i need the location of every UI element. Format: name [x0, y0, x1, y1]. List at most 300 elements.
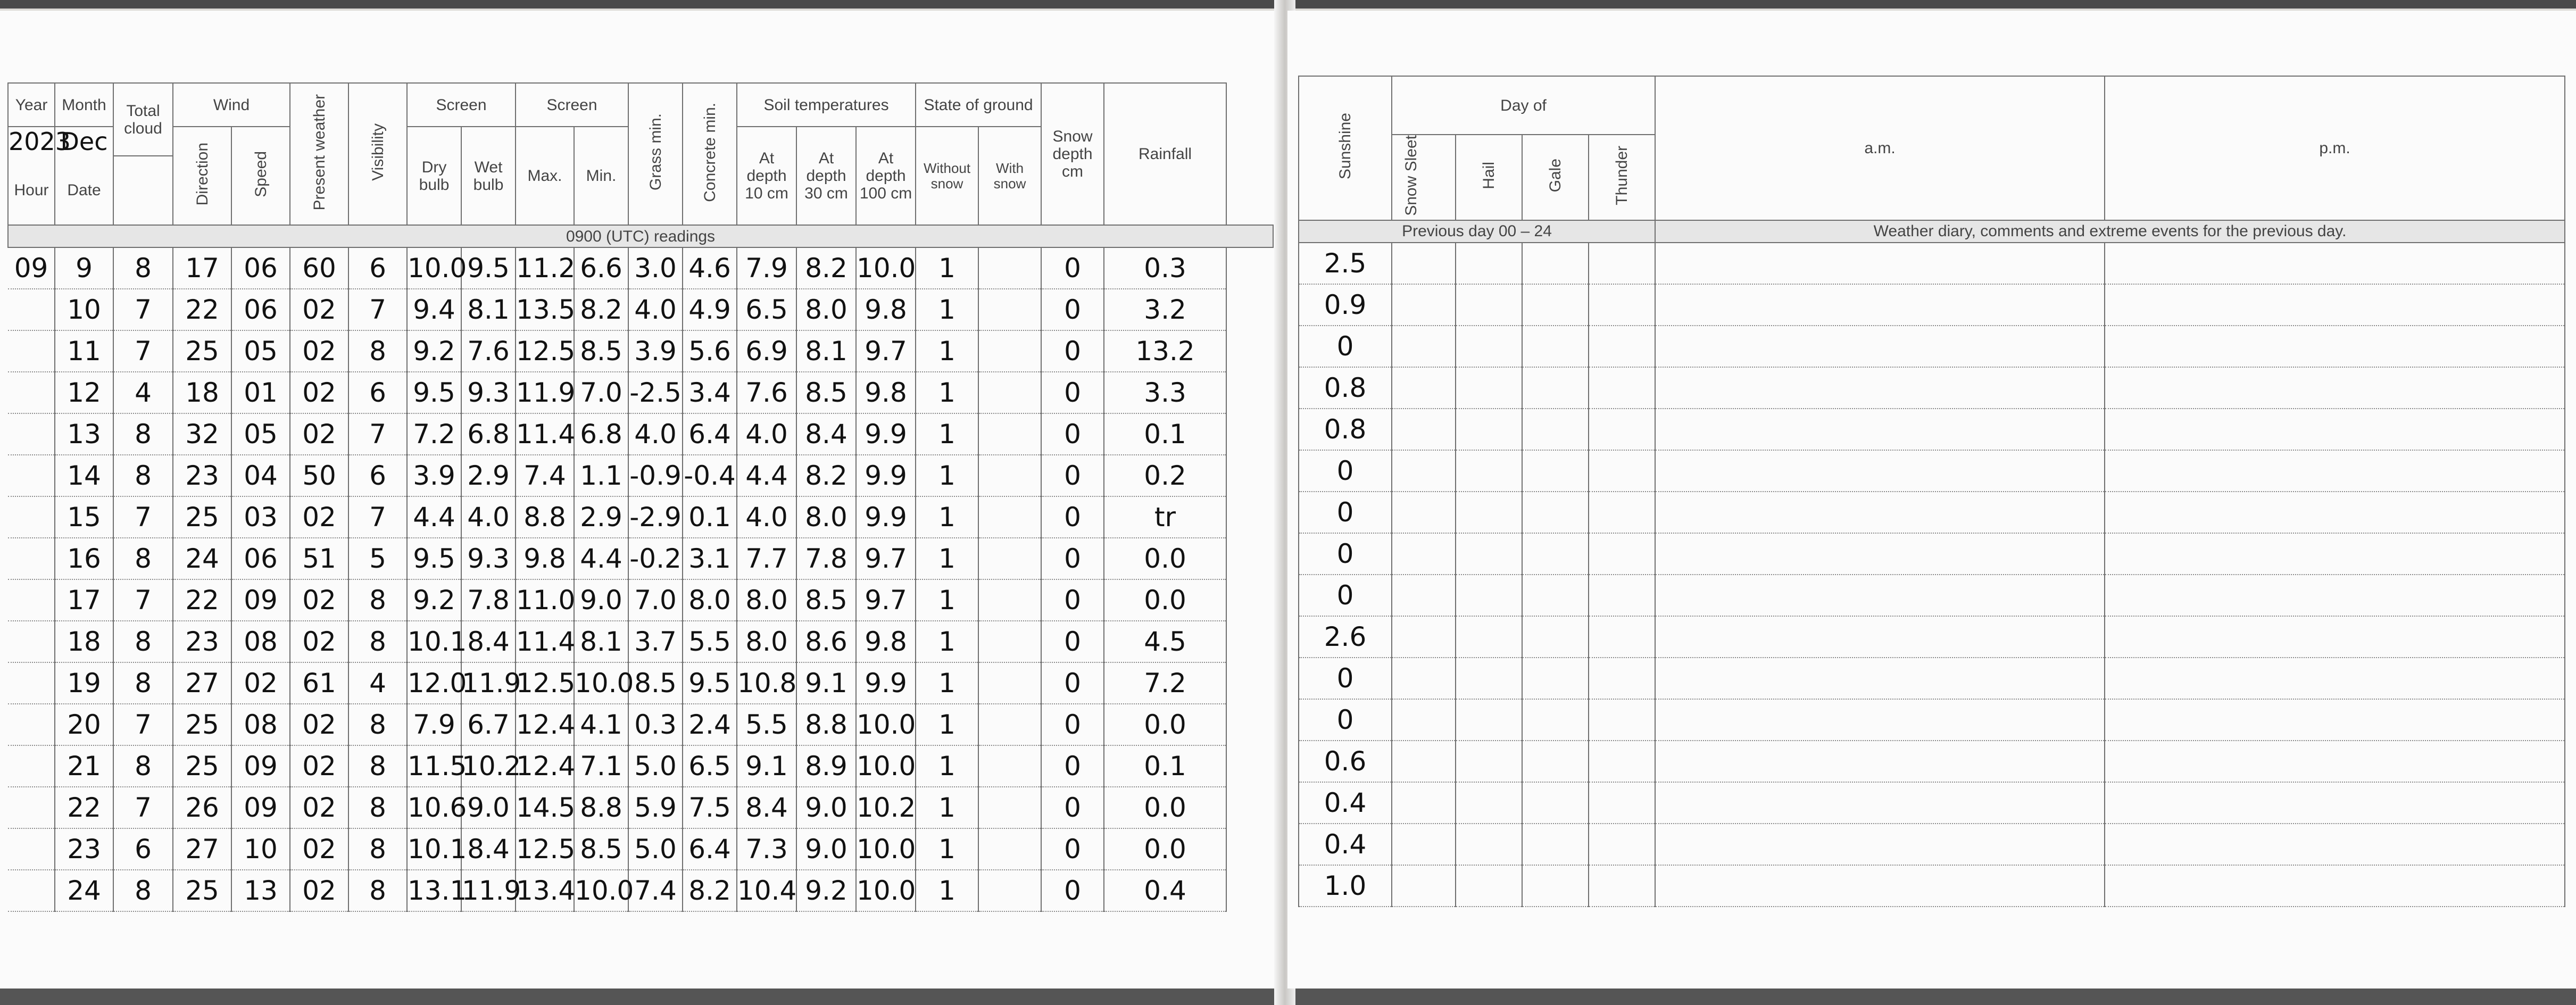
- snow-sleet-cell: [1392, 326, 1456, 367]
- withsnow-cell: [978, 870, 1041, 911]
- am-cell: [1655, 492, 2105, 533]
- total-cloud-header: Total cloud: [113, 83, 173, 156]
- pm-cell: [2105, 616, 2565, 658]
- hour-cell: [8, 828, 55, 870]
- max-cell: 14.5: [516, 787, 574, 828]
- wet-cell: 9.5: [461, 247, 516, 289]
- conc-cell: 6.4: [683, 413, 737, 455]
- hour-cell: [8, 289, 55, 330]
- dry-cell: 10.1: [407, 621, 461, 662]
- grass-cell: 7.4: [628, 870, 683, 911]
- snow-sleet-cell: [1392, 782, 1456, 824]
- dir-cell: 25: [173, 496, 231, 538]
- max-cell: 12.5: [516, 330, 574, 372]
- hour-cell: 09: [8, 247, 55, 289]
- pw-cell: 02: [290, 413, 348, 455]
- vis-cell: 4: [348, 662, 407, 704]
- grass-cell: -0.2: [628, 538, 683, 579]
- snow-sleet-cell: [1392, 824, 1456, 865]
- rain-cell: 7.2: [1104, 662, 1226, 704]
- min-cell: 1.1: [574, 455, 628, 496]
- vis-cell: 8: [348, 787, 407, 828]
- speed-cell: 10: [231, 828, 290, 870]
- pm-cell: [2105, 782, 2565, 824]
- pm-cell: [2105, 450, 2565, 492]
- hail-header: Hail: [1456, 135, 1522, 220]
- snow-cell: 0: [1041, 413, 1104, 455]
- hour-header: Hour: [8, 156, 55, 225]
- cloud-cell: 7: [113, 579, 173, 621]
- conc-cell: 7.5: [683, 787, 737, 828]
- am-cell: [1655, 658, 2105, 699]
- dir-cell: 26: [173, 787, 231, 828]
- s30-cell: 8.2: [796, 455, 856, 496]
- am-cell: [1655, 243, 2105, 284]
- max-cell: 11.2: [516, 247, 574, 289]
- conc-cell: 9.5: [683, 662, 737, 704]
- s10-cell: 8.0: [737, 621, 796, 662]
- speed-cell: 13: [231, 870, 290, 911]
- present-weather-header: Present weather: [290, 83, 348, 225]
- pm-cell: [2105, 284, 2565, 326]
- snow-sleet-cell: [1392, 865, 1456, 907]
- date-cell: 12: [55, 372, 113, 413]
- vis-cell: 6: [348, 247, 407, 289]
- snow-cell: 0: [1041, 870, 1104, 911]
- cloud-cell: 7: [113, 704, 173, 745]
- s30-cell: 8.5: [796, 579, 856, 621]
- hour-cell: [8, 330, 55, 372]
- gale-header: Gale: [1522, 135, 1589, 220]
- conc-cell: 8.0: [683, 579, 737, 621]
- s30-cell: 8.5: [796, 372, 856, 413]
- s10-cell: 10.8: [737, 662, 796, 704]
- s30-cell: 7.8: [796, 538, 856, 579]
- s100-cell: 9.8: [856, 289, 916, 330]
- snow-sleet-cell: [1392, 450, 1456, 492]
- s30-cell: 9.2: [796, 870, 856, 911]
- snow-sleet-cell: [1392, 367, 1456, 409]
- am-cell: [1655, 450, 2105, 492]
- dir-cell: 25: [173, 745, 231, 787]
- pw-cell: 60: [290, 247, 348, 289]
- withsnow-cell: [978, 455, 1041, 496]
- cloud-cell: 8: [113, 247, 173, 289]
- speed-cell: 04: [231, 455, 290, 496]
- dir-cell: 22: [173, 579, 231, 621]
- gale-cell: [1522, 367, 1589, 409]
- gale-cell: [1522, 533, 1589, 575]
- diary-row: [1299, 326, 2565, 367]
- thunder-cell: [1589, 741, 1655, 782]
- hail-cell: [1456, 741, 1522, 782]
- rain-cell: 13.2: [1104, 330, 1226, 372]
- min-cell: 2.9: [574, 496, 628, 538]
- dry-cell: 3.9: [407, 455, 461, 496]
- sunshine-cell: 0: [1299, 575, 1392, 616]
- hail-cell: [1456, 326, 1522, 367]
- sunshine-cell: 0.8: [1299, 409, 1392, 450]
- pw-cell: 02: [290, 621, 348, 662]
- snow-cell: 0: [1041, 579, 1104, 621]
- withsnow-cell: [978, 247, 1041, 289]
- reading-row: [8, 579, 1273, 621]
- sunshine-header: Sunshine: [1299, 76, 1392, 220]
- snow-sleet-cell: [1392, 699, 1456, 741]
- ground-cell: 1: [916, 372, 978, 413]
- vis-cell: 8: [348, 704, 407, 745]
- dry-cell: 7.2: [407, 413, 461, 455]
- readings-label: 0900 (UTC) readings: [8, 225, 1273, 247]
- reading-row: [8, 247, 1273, 289]
- snow-cell: 0: [1041, 621, 1104, 662]
- dir-cell: 24: [173, 538, 231, 579]
- hour-cell: [8, 662, 55, 704]
- reading-row: [8, 828, 1273, 870]
- dry-cell: 9.4: [407, 289, 461, 330]
- diary-label: Weather diary, comments and extreme events for the previous day.: [1655, 220, 2565, 243]
- min-cell: 7.1: [574, 745, 628, 787]
- grass-cell: 4.0: [628, 289, 683, 330]
- am-cell: [1655, 616, 2105, 658]
- am-cell: [1655, 782, 2105, 824]
- speed-cell: 09: [231, 787, 290, 828]
- wet-cell: 7.8: [461, 579, 516, 621]
- reading-row: [8, 704, 1273, 745]
- thunder-cell: [1589, 284, 1655, 326]
- ground-cell: 1: [916, 247, 978, 289]
- s10-cell: 5.5: [737, 704, 796, 745]
- s10-cell: 4.0: [737, 496, 796, 538]
- pm-cell: [2105, 658, 2565, 699]
- vis-cell: 8: [348, 745, 407, 787]
- max-cell: 12.4: [516, 704, 574, 745]
- s100-cell: 10.0: [856, 828, 916, 870]
- day-of-header: Day of: [1392, 76, 1655, 135]
- visibility-header: Visibility: [348, 83, 407, 225]
- min-cell: 8.5: [574, 330, 628, 372]
- ground-cell: 1: [916, 413, 978, 455]
- withsnow-cell: [978, 413, 1041, 455]
- s100-cell: 10.0: [856, 704, 916, 745]
- pm-cell: [2105, 575, 2565, 616]
- dir-cell: 23: [173, 621, 231, 662]
- speed-cell: 06: [231, 247, 290, 289]
- snow-sleet-cell: [1392, 575, 1456, 616]
- thunder-cell: [1589, 243, 1655, 284]
- hail-cell: [1456, 450, 1522, 492]
- snow-depth-header: Snow depth cm: [1041, 83, 1104, 225]
- thunder-cell: [1589, 824, 1655, 865]
- reading-row: [8, 870, 1273, 911]
- vis-cell: 8: [348, 330, 407, 372]
- snow-cell: 0: [1041, 330, 1104, 372]
- s100-cell: 9.9: [856, 413, 916, 455]
- gale-cell: [1522, 699, 1589, 741]
- dir-cell: 22: [173, 289, 231, 330]
- cloud-cell: 4: [113, 372, 173, 413]
- previous-day-label: Previous day 00 – 24: [1299, 220, 1655, 243]
- wet-cell: 4.0: [461, 496, 516, 538]
- state-of-ground-header: State of ground: [916, 83, 1041, 127]
- sunshine-cell: 0.9: [1299, 284, 1392, 326]
- reading-row: [8, 745, 1273, 787]
- min-cell: 4.4: [574, 538, 628, 579]
- max-cell: 13.4: [516, 870, 574, 911]
- grass-cell: 0.3: [628, 704, 683, 745]
- conc-cell: 4.6: [683, 247, 737, 289]
- pw-cell: 02: [290, 330, 348, 372]
- min-cell: 9.0: [574, 579, 628, 621]
- min-cell: 10.0: [574, 662, 628, 704]
- date-cell: 16: [55, 538, 113, 579]
- conc-cell: 6.4: [683, 828, 737, 870]
- s10-cell: 8.4: [737, 787, 796, 828]
- soil-10cm-header: At depth 10 cm: [737, 127, 796, 225]
- grass-cell: 7.0: [628, 579, 683, 621]
- diary-row: [1299, 741, 2565, 782]
- year-value: 2023: [9, 127, 71, 156]
- pm-cell: [2105, 326, 2565, 367]
- s10-cell: 4.4: [737, 455, 796, 496]
- snow-sleet-cell: [1392, 409, 1456, 450]
- date-header: Date: [55, 156, 113, 225]
- ground-cell: 1: [916, 662, 978, 704]
- sunshine-cell: 0: [1299, 450, 1392, 492]
- s30-cell: 8.2: [796, 247, 856, 289]
- hail-cell: [1456, 616, 1522, 658]
- s100-cell: 9.9: [856, 496, 916, 538]
- pw-cell: 02: [290, 787, 348, 828]
- vis-cell: 8: [348, 579, 407, 621]
- s10-cell: 7.3: [737, 828, 796, 870]
- sunshine-cell: 0: [1299, 699, 1392, 741]
- date-cell: 10: [55, 289, 113, 330]
- sunshine-cell: 2.6: [1299, 616, 1392, 658]
- s30-cell: 9.1: [796, 662, 856, 704]
- snow-sleet-cell: [1392, 533, 1456, 575]
- pm-cell: [2105, 699, 2565, 741]
- wet-cell: 8.4: [461, 828, 516, 870]
- max-cell: 13.5: [516, 289, 574, 330]
- hail-cell: [1456, 533, 1522, 575]
- snow-sleet-cell: [1392, 616, 1456, 658]
- wet-cell: 8.1: [461, 289, 516, 330]
- grass-cell: -2.9: [628, 496, 683, 538]
- thunder-cell: [1589, 409, 1655, 450]
- dir-cell: 27: [173, 828, 231, 870]
- grass-cell: -0.9: [628, 455, 683, 496]
- gale-cell: [1522, 243, 1589, 284]
- speed-cell: 05: [231, 330, 290, 372]
- pw-cell: 02: [290, 745, 348, 787]
- s100-cell: 9.7: [856, 538, 916, 579]
- reading-row: [8, 621, 1273, 662]
- min-header: Min.: [574, 127, 628, 225]
- hour-cell: [8, 413, 55, 455]
- withsnow-cell: [978, 538, 1041, 579]
- dir-cell: 18: [173, 372, 231, 413]
- rain-cell: 0.1: [1104, 745, 1226, 787]
- sunshine-cell: 0.6: [1299, 741, 1392, 782]
- am-cell: [1655, 824, 2105, 865]
- gale-cell: [1522, 284, 1589, 326]
- wet-cell: 10.2: [461, 745, 516, 787]
- pm-cell: [2105, 533, 2565, 575]
- withsnow-cell: [978, 704, 1041, 745]
- s10-cell: 7.9: [737, 247, 796, 289]
- grass-cell: -2.5: [628, 372, 683, 413]
- cloud-cell: 7: [113, 496, 173, 538]
- ground-cell: 1: [916, 745, 978, 787]
- hour-cell: [8, 621, 55, 662]
- wind-direction-header: Direction: [173, 127, 231, 225]
- gale-cell: [1522, 782, 1589, 824]
- gale-cell: [1522, 492, 1589, 533]
- diary-row: [1299, 533, 2565, 575]
- pw-cell: 02: [290, 289, 348, 330]
- max-cell: 11.9: [516, 372, 574, 413]
- right-page: [1287, 11, 2576, 989]
- min-cell: 6.8: [574, 413, 628, 455]
- wet-cell: 9.0: [461, 787, 516, 828]
- sunshine-cell: 0.4: [1299, 824, 1392, 865]
- diary-row: [1299, 367, 2565, 409]
- sunshine-cell: 2.5: [1299, 243, 1392, 284]
- cloud-cell: 8: [113, 662, 173, 704]
- snow-sleet-cell: [1392, 243, 1456, 284]
- s30-cell: 8.0: [796, 289, 856, 330]
- max-cell: 11.4: [516, 621, 574, 662]
- dir-cell: 25: [173, 330, 231, 372]
- reading-row: [8, 496, 1273, 538]
- sunshine-cell: 0.4: [1299, 782, 1392, 824]
- am-cell: [1655, 575, 2105, 616]
- conc-cell: 3.1: [683, 538, 737, 579]
- rain-cell: 3.3: [1104, 372, 1226, 413]
- snow-cell: 0: [1041, 787, 1104, 828]
- conc-cell: 5.5: [683, 621, 737, 662]
- ground-cell: 1: [916, 704, 978, 745]
- vis-cell: 7: [348, 289, 407, 330]
- weather-diary-table: [1298, 76, 2565, 907]
- withsnow-cell: [978, 496, 1041, 538]
- gale-cell: [1522, 616, 1589, 658]
- date-cell: 15: [55, 496, 113, 538]
- dir-cell: 32: [173, 413, 231, 455]
- weather-readings-table: [7, 82, 1274, 912]
- vis-cell: 7: [348, 496, 407, 538]
- s30-cell: 8.0: [796, 496, 856, 538]
- s30-cell: 8.9: [796, 745, 856, 787]
- pw-cell: 61: [290, 662, 348, 704]
- ground-cell: 1: [916, 496, 978, 538]
- ground-cell: 1: [916, 621, 978, 662]
- rain-cell: 0.0: [1104, 579, 1226, 621]
- gale-cell: [1522, 865, 1589, 907]
- pw-cell: 02: [290, 870, 348, 911]
- date-cell: 20: [55, 704, 113, 745]
- month-value: Dec: [55, 127, 113, 156]
- dir-cell: 25: [173, 704, 231, 745]
- ground-cell: 1: [916, 538, 978, 579]
- grass-cell: 8.5: [628, 662, 683, 704]
- wet-cell: 9.3: [461, 372, 516, 413]
- hour-cell: [8, 579, 55, 621]
- s10-cell: 7.6: [737, 372, 796, 413]
- am-cell: [1655, 741, 2105, 782]
- thunder-cell: [1589, 326, 1655, 367]
- date-cell: 17: [55, 579, 113, 621]
- rain-cell: 0.2: [1104, 455, 1226, 496]
- hour-cell: [8, 455, 55, 496]
- cloud-cell: 8: [113, 870, 173, 911]
- reading-row: [8, 330, 1273, 372]
- wet-cell: 11.9: [461, 662, 516, 704]
- vis-cell: 6: [348, 455, 407, 496]
- s100-cell: 9.7: [856, 579, 916, 621]
- snow-cell: 0: [1041, 496, 1104, 538]
- wet-bulb-header: Wet bulb: [461, 127, 516, 225]
- am-cell: [1655, 865, 2105, 907]
- withsnow-cell: [978, 787, 1041, 828]
- vis-cell: 8: [348, 828, 407, 870]
- dry-cell: 12.0: [407, 662, 461, 704]
- s30-cell: 8.1: [796, 330, 856, 372]
- thunder-cell: [1589, 699, 1655, 741]
- pw-cell: 02: [290, 579, 348, 621]
- pm-cell: [2105, 367, 2565, 409]
- am-header: a.m.: [1655, 76, 2105, 220]
- snow-cell: 0: [1041, 828, 1104, 870]
- gale-cell: [1522, 409, 1589, 450]
- max-cell: 7.4: [516, 455, 574, 496]
- date-cell: 19: [55, 662, 113, 704]
- rain-cell: 3.2: [1104, 289, 1226, 330]
- withsnow-cell: [978, 745, 1041, 787]
- cloud-cell: 8: [113, 538, 173, 579]
- s100-cell: 9.8: [856, 372, 916, 413]
- thunder-cell: [1589, 450, 1655, 492]
- diary-row: [1299, 699, 2565, 741]
- vis-cell: 5: [348, 538, 407, 579]
- conc-cell: 5.6: [683, 330, 737, 372]
- thunder-header: Thunder: [1589, 135, 1655, 220]
- am-cell: [1655, 699, 2105, 741]
- cloud-cell: 7: [113, 787, 173, 828]
- hour-cell: [8, 496, 55, 538]
- dir-cell: 27: [173, 662, 231, 704]
- min-cell: 6.6: [574, 247, 628, 289]
- pw-cell: 02: [290, 828, 348, 870]
- withsnow-cell: [978, 662, 1041, 704]
- ground-cell: 1: [916, 579, 978, 621]
- rainfall-header: Rainfall: [1104, 83, 1226, 225]
- grass-cell: 5.9: [628, 787, 683, 828]
- s10-cell: 4.0: [737, 413, 796, 455]
- pm-cell: [2105, 492, 2565, 533]
- max-cell: 12.5: [516, 662, 574, 704]
- sunshine-cell: 1.0: [1299, 865, 1392, 907]
- ground-cell: 1: [916, 870, 978, 911]
- speed-cell: 08: [231, 621, 290, 662]
- date-cell: 24: [55, 870, 113, 911]
- soil-100cm-header: At depth 100 cm: [856, 127, 916, 225]
- s30-cell: 8.6: [796, 621, 856, 662]
- cloud-cell: 8: [113, 413, 173, 455]
- snow-sleet-header: Snow Sleet: [1392, 135, 1456, 220]
- dry-cell: 11.5: [407, 745, 461, 787]
